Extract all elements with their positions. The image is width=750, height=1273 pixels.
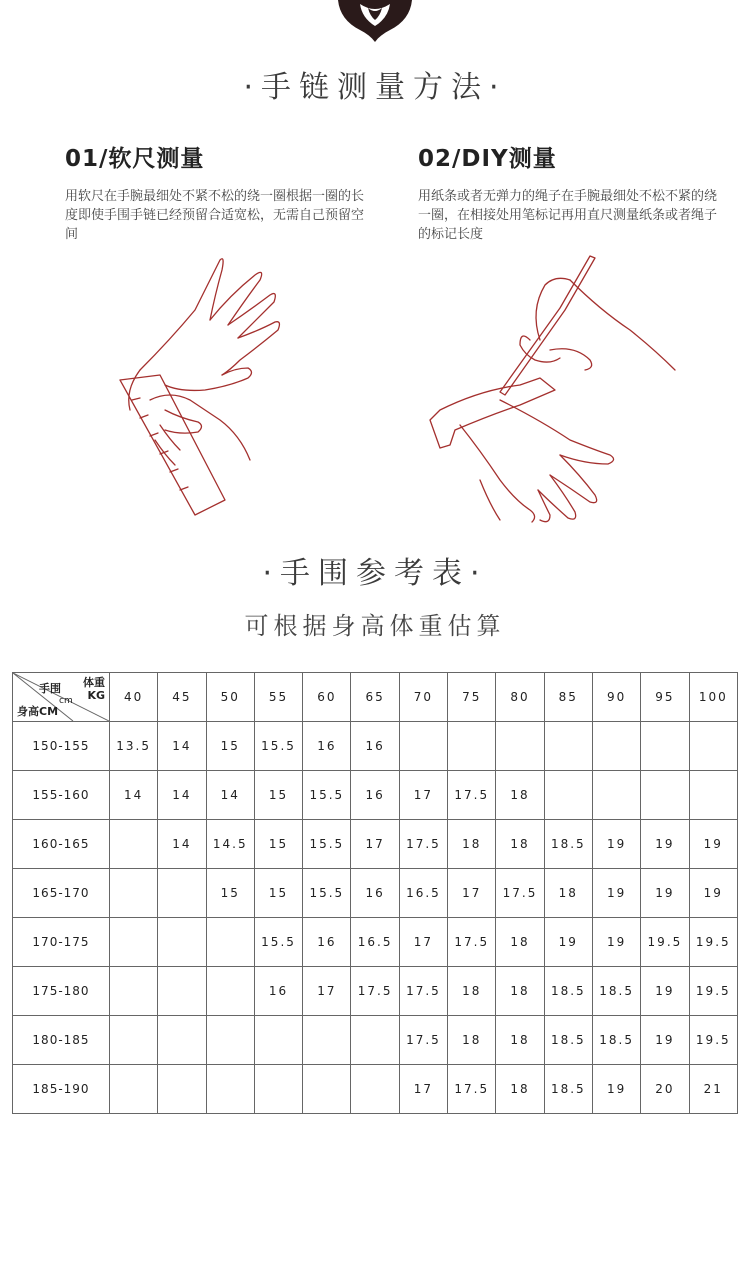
table-cell: 18 [496,918,544,967]
table-cell: 19.5 [641,918,689,967]
table-cell [110,869,158,918]
size-chart-subtitle: 可根据身高体重估算 [244,612,506,640]
table-cell [206,1065,254,1114]
table-cell: 19.5 [689,967,737,1016]
table-cell: 19 [641,869,689,918]
table-cell [110,918,158,967]
table-cell: 15 [254,820,302,869]
table-cell: 16 [351,722,399,771]
table-cell [641,722,689,771]
table-cell: 16 [351,771,399,820]
table-row [13,918,738,967]
table-cell: 19 [641,1016,689,1065]
table-corner-cell [13,673,110,722]
table-cell [110,1065,158,1114]
table-cell: 19 [592,918,640,967]
table-cell: 17 [303,967,351,1016]
table-cell: 18 [496,820,544,869]
table-cell [254,1065,302,1114]
corner-label-weight: 体重 [83,676,105,689]
table-cell: 19 [641,967,689,1016]
table-cell: 19 [592,820,640,869]
table-cell: 18 [496,771,544,820]
table-cell [592,722,640,771]
table-cell [399,722,447,771]
column-header-weight: 90 [592,673,640,722]
table-cell [158,1016,206,1065]
table-cell: 17.5 [399,820,447,869]
row-header-height: 160-165 [13,820,110,869]
row-header-height: 175-180 [13,967,110,1016]
table-cell: 14 [158,771,206,820]
column-header-weight: 70 [399,673,447,722]
table-cell: 20 [641,1065,689,1114]
table-cell: 19 [689,869,737,918]
table-cell: 18.5 [544,967,592,1016]
table-cell: 13.5 [110,722,158,771]
table-header-row [13,673,738,722]
table-cell [303,1016,351,1065]
measure-method-title: ·手链测量方法· [243,70,507,105]
column-header-weight: 100 [689,673,737,722]
table-row [13,820,738,869]
table-cell [448,722,496,771]
table-cell: 18.5 [592,967,640,1016]
table-cell: 15.5 [303,771,351,820]
table-cell: 16 [351,869,399,918]
table-cell [351,1016,399,1065]
table-cell: 18 [448,967,496,1016]
table-cell: 18 [544,869,592,918]
table-cell: 19.5 [689,918,737,967]
row-header-height: 155-160 [13,771,110,820]
table-cell: 17.5 [399,967,447,1016]
table-cell: 16.5 [351,918,399,967]
table-cell: 14 [206,771,254,820]
table-cell: 15.5 [254,722,302,771]
hand-with-paper-strip-and-pen-icon [420,250,680,540]
table-cell: 17 [399,771,447,820]
column-header-weight: 40 [110,673,158,722]
table-cell [689,771,737,820]
column-header-weight: 65 [351,673,399,722]
table-cell: 19 [641,820,689,869]
table-cell: 17.5 [448,1065,496,1114]
column-header-weight: 95 [641,673,689,722]
corner-label-wrist: 手围 [39,682,61,695]
table-cell [641,771,689,820]
table-cell: 18 [496,1016,544,1065]
table-row [13,967,738,1016]
table-cell: 18 [496,967,544,1016]
table-cell [206,967,254,1016]
table-row [13,1065,738,1114]
wrist-size-table [12,672,738,1114]
method-heading: 01/软尺测量 [65,146,205,172]
table-cell: 16 [303,918,351,967]
row-header-height: 185-190 [13,1065,110,1114]
table-cell: 16 [254,967,302,1016]
hand-with-tape-measure-icon [110,250,330,540]
method-diy [418,140,718,244]
table-cell: 21 [689,1065,737,1114]
table-cell [689,722,737,771]
table-cell [496,722,544,771]
table-cell: 18.5 [544,820,592,869]
table-cell: 15 [206,722,254,771]
table-cell: 18 [448,820,496,869]
table-cell: 17.5 [448,918,496,967]
table-cell [158,918,206,967]
table-cell: 17 [351,820,399,869]
corner-label-kg: KG [87,689,105,702]
table-row [13,771,738,820]
corner-label-height: 身高CM [17,705,59,718]
table-row [13,1016,738,1065]
table-cell: 14 [158,722,206,771]
table-cell: 15 [254,869,302,918]
table-row [13,722,738,771]
table-cell: 17.5 [448,771,496,820]
table-cell: 18 [496,1065,544,1114]
table-cell: 17.5 [496,869,544,918]
row-header-height: 180-185 [13,1016,110,1065]
table-cell [592,771,640,820]
table-cell: 19 [689,820,737,869]
table-cell [158,869,206,918]
table-cell [544,771,592,820]
shield-emblem-icon [330,0,420,42]
table-cell [110,820,158,869]
table-cell: 15.5 [303,820,351,869]
corner-label-cm: cm [59,696,73,706]
table-cell: 18 [448,1016,496,1065]
method-description: 用纸条或者无弹力的绳子在手腕最细处不松不紧的绕一圈，在相接处用笔标记再用直尺测量纸条或者绳子的标记长度 [418,189,718,242]
column-header-weight: 45 [158,673,206,722]
column-header-weight: 50 [206,673,254,722]
table-cell [206,918,254,967]
table-cell: 17.5 [351,967,399,1016]
table-cell: 19.5 [689,1016,737,1065]
table-cell: 17 [399,1065,447,1114]
method-soft-ruler [65,140,365,244]
column-header-weight: 55 [254,673,302,722]
table-cell [254,1016,302,1065]
row-header-height: 170-175 [13,918,110,967]
table-cell: 15.5 [254,918,302,967]
column-header-weight: 80 [496,673,544,722]
table-cell [158,967,206,1016]
method-description: 用软尺在手腕最细处不紧不松的绕一圈根据一圈的长度即使手围手链已经预留合适宽松，无需自己预留空间 [65,189,365,242]
table-cell: 14.5 [206,820,254,869]
table-cell [110,1016,158,1065]
table-cell: 19 [544,918,592,967]
method-heading: 02/DIY测量 [418,146,557,172]
table-cell [206,1016,254,1065]
table-cell: 18.5 [592,1016,640,1065]
table-cell: 19 [592,1065,640,1114]
table-cell: 18.5 [544,1065,592,1114]
table-cell: 14 [110,771,158,820]
column-header-weight: 75 [448,673,496,722]
table-cell: 17.5 [399,1016,447,1065]
table-cell: 19 [592,869,640,918]
table-cell: 14 [158,820,206,869]
table-cell: 16 [303,722,351,771]
size-chart-title: ·手围参考表· [262,556,488,591]
table-cell [110,967,158,1016]
table-cell: 17 [399,918,447,967]
table-row [13,869,738,918]
column-header-weight: 85 [544,673,592,722]
table-cell: 15.5 [303,869,351,918]
row-header-height: 150-155 [13,722,110,771]
table-cell: 16.5 [399,869,447,918]
row-header-height: 165-170 [13,869,110,918]
table-cell [303,1065,351,1114]
column-header-weight: 60 [303,673,351,722]
table-cell [351,1065,399,1114]
table-cell [158,1065,206,1114]
table-cell [544,722,592,771]
table-cell: 15 [254,771,302,820]
table-cell: 18.5 [544,1016,592,1065]
table-cell: 17 [448,869,496,918]
table-cell: 15 [206,869,254,918]
